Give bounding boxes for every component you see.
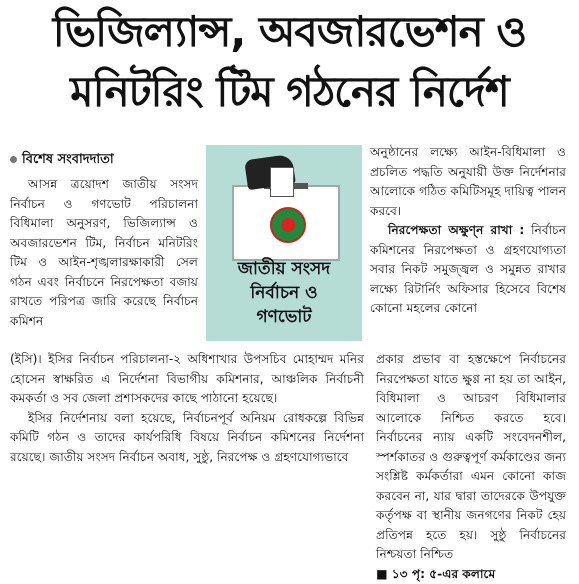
lower-left-column xyxy=(10,350,364,584)
headline-line-1: ভিজিল্যান্স, অবজারভেশন ও xyxy=(8,6,571,58)
lower-para-1: (ইসি)। ইসির নির্বাচন পরিচালনা-২ অধিশাখার উপসচিব মোহাম্মদ মনির হোসেন স্বাক্ষরিত এ নির্দেশনা বিভাগীয় কমিশনার, আঞ্চলিক নির্বাচনী কমকর্তা ও সব জেলা প্রশাসকদের কাছে পাঠানো হয়েছে। xyxy=(10,350,364,409)
election-commission-emblem-icon xyxy=(270,207,306,243)
right-column-para-2 xyxy=(370,221,566,319)
byline-text: বিশেষ সংবাদদাতা xyxy=(22,152,114,167)
continued-reference: ■ ১৩ পৃ: ৫-এর কলামে xyxy=(376,565,566,584)
lower-body xyxy=(10,350,566,584)
graphic-title-line-1: জাতীয় সংসদ xyxy=(206,257,362,281)
right-column-para-2-text: নির্বাচন কমিশনের নিরপেক্ষতা ও গ্রহণযোগ্যতা সবার নিকট সমুজ্জ্বল ও সমুন্নত রাখার লক্ষ্যে রিটার্নিং অফিসার হিসেবে বিশেষ কোনো মহলের কোনো xyxy=(370,223,566,315)
right-column xyxy=(370,143,566,319)
lower-right-para: প্রকার প্রভাব বা হস্তক্ষেপে নির্বাচনের নিরপেক্ষতা যাতে ক্ষুণ্ণ না হয় তা আইন, বিধিমালা ও আচরণ বিধিমালার আলোকে নিশ্চিত করতে হবে। নির্বাচনের ন্যায় একটি সংবেদনশীল, স্পর্শকাতর ও গুরুত্বপূর্ণ কর্মকাণ্ডের জন্য সংশ্লিষ্ট কর্মকর্তারা এমন কোনো কাজ করবেন না, যার দ্বারা তাদেরকে উপযুক্ত কর্তৃপক্ষ বা স্থানীয় জনগণের নিকট হেয় প্রতিপন্ন হতে হয়। সুষ্ঠু নির্বাচনের নিশ্চয়তা নিশ্চিত xyxy=(376,350,566,565)
left-column-text: আসন্ন ত্রয়োদশ জাতীয় সংসদ নির্বাচন ও গণভোট পরিচালনা বিধিমালা অনুসরণ, ভিজিল্যান্স ও অবজারভেশন টিম, নির্বাচন মনিটরিং টিম ও আইন-শৃঙ্খলারক্ষাকারী সেল গঠন এবং নির্বাচনে নিরপেক্ষতা বজায় রাখতে পরিপত্র জারি করেছে নির্বাচন কমিশন xyxy=(10,175,198,331)
section-heading: নিরপেক্ষতা অক্ষুণ্ন রাখা : xyxy=(388,223,524,237)
graphic-title-line-2: নির্বাচন ও xyxy=(206,281,362,305)
graphic-title-line-3: গণভোট xyxy=(206,305,362,329)
election-graphic xyxy=(206,145,362,341)
lower-para-2: ইসির নির্দেশনায় বলা হয়েছে, নির্বাচনপূর্ব অনিয়ম রোধকল্পে বিভিন্ন কমিটি গঠন ও তাদের কার্যপরিধি বিষয়ে নির্বাচন কমিশনের নির্দেশনা রয়েছে। জাতীয় সংসদ নির্বাচন অবাধ, সুষ্ঠু, নিরপেক্ষ ও গ্রহণযোগ্যভাবে xyxy=(10,409,364,468)
left-column xyxy=(10,175,198,331)
lower-right-column xyxy=(376,350,566,584)
graphic-title xyxy=(206,257,362,329)
byline xyxy=(10,150,114,171)
ballot-paper-icon xyxy=(270,167,294,197)
right-column-para-1: অনুষ্ঠানের লক্ষ্যে আইন-বিধিমালা ও প্রচলিত পদ্ধতি অনুযায়ী উক্ত নির্দেশনার আলোকে গঠিত কমিটিসমূহ দায়িত্ব পালন করবে। xyxy=(370,143,566,221)
bullet-icon xyxy=(10,156,17,163)
headline-line-2: মনিটরিং টিম গঠনের নির্দেশ xyxy=(8,66,571,118)
